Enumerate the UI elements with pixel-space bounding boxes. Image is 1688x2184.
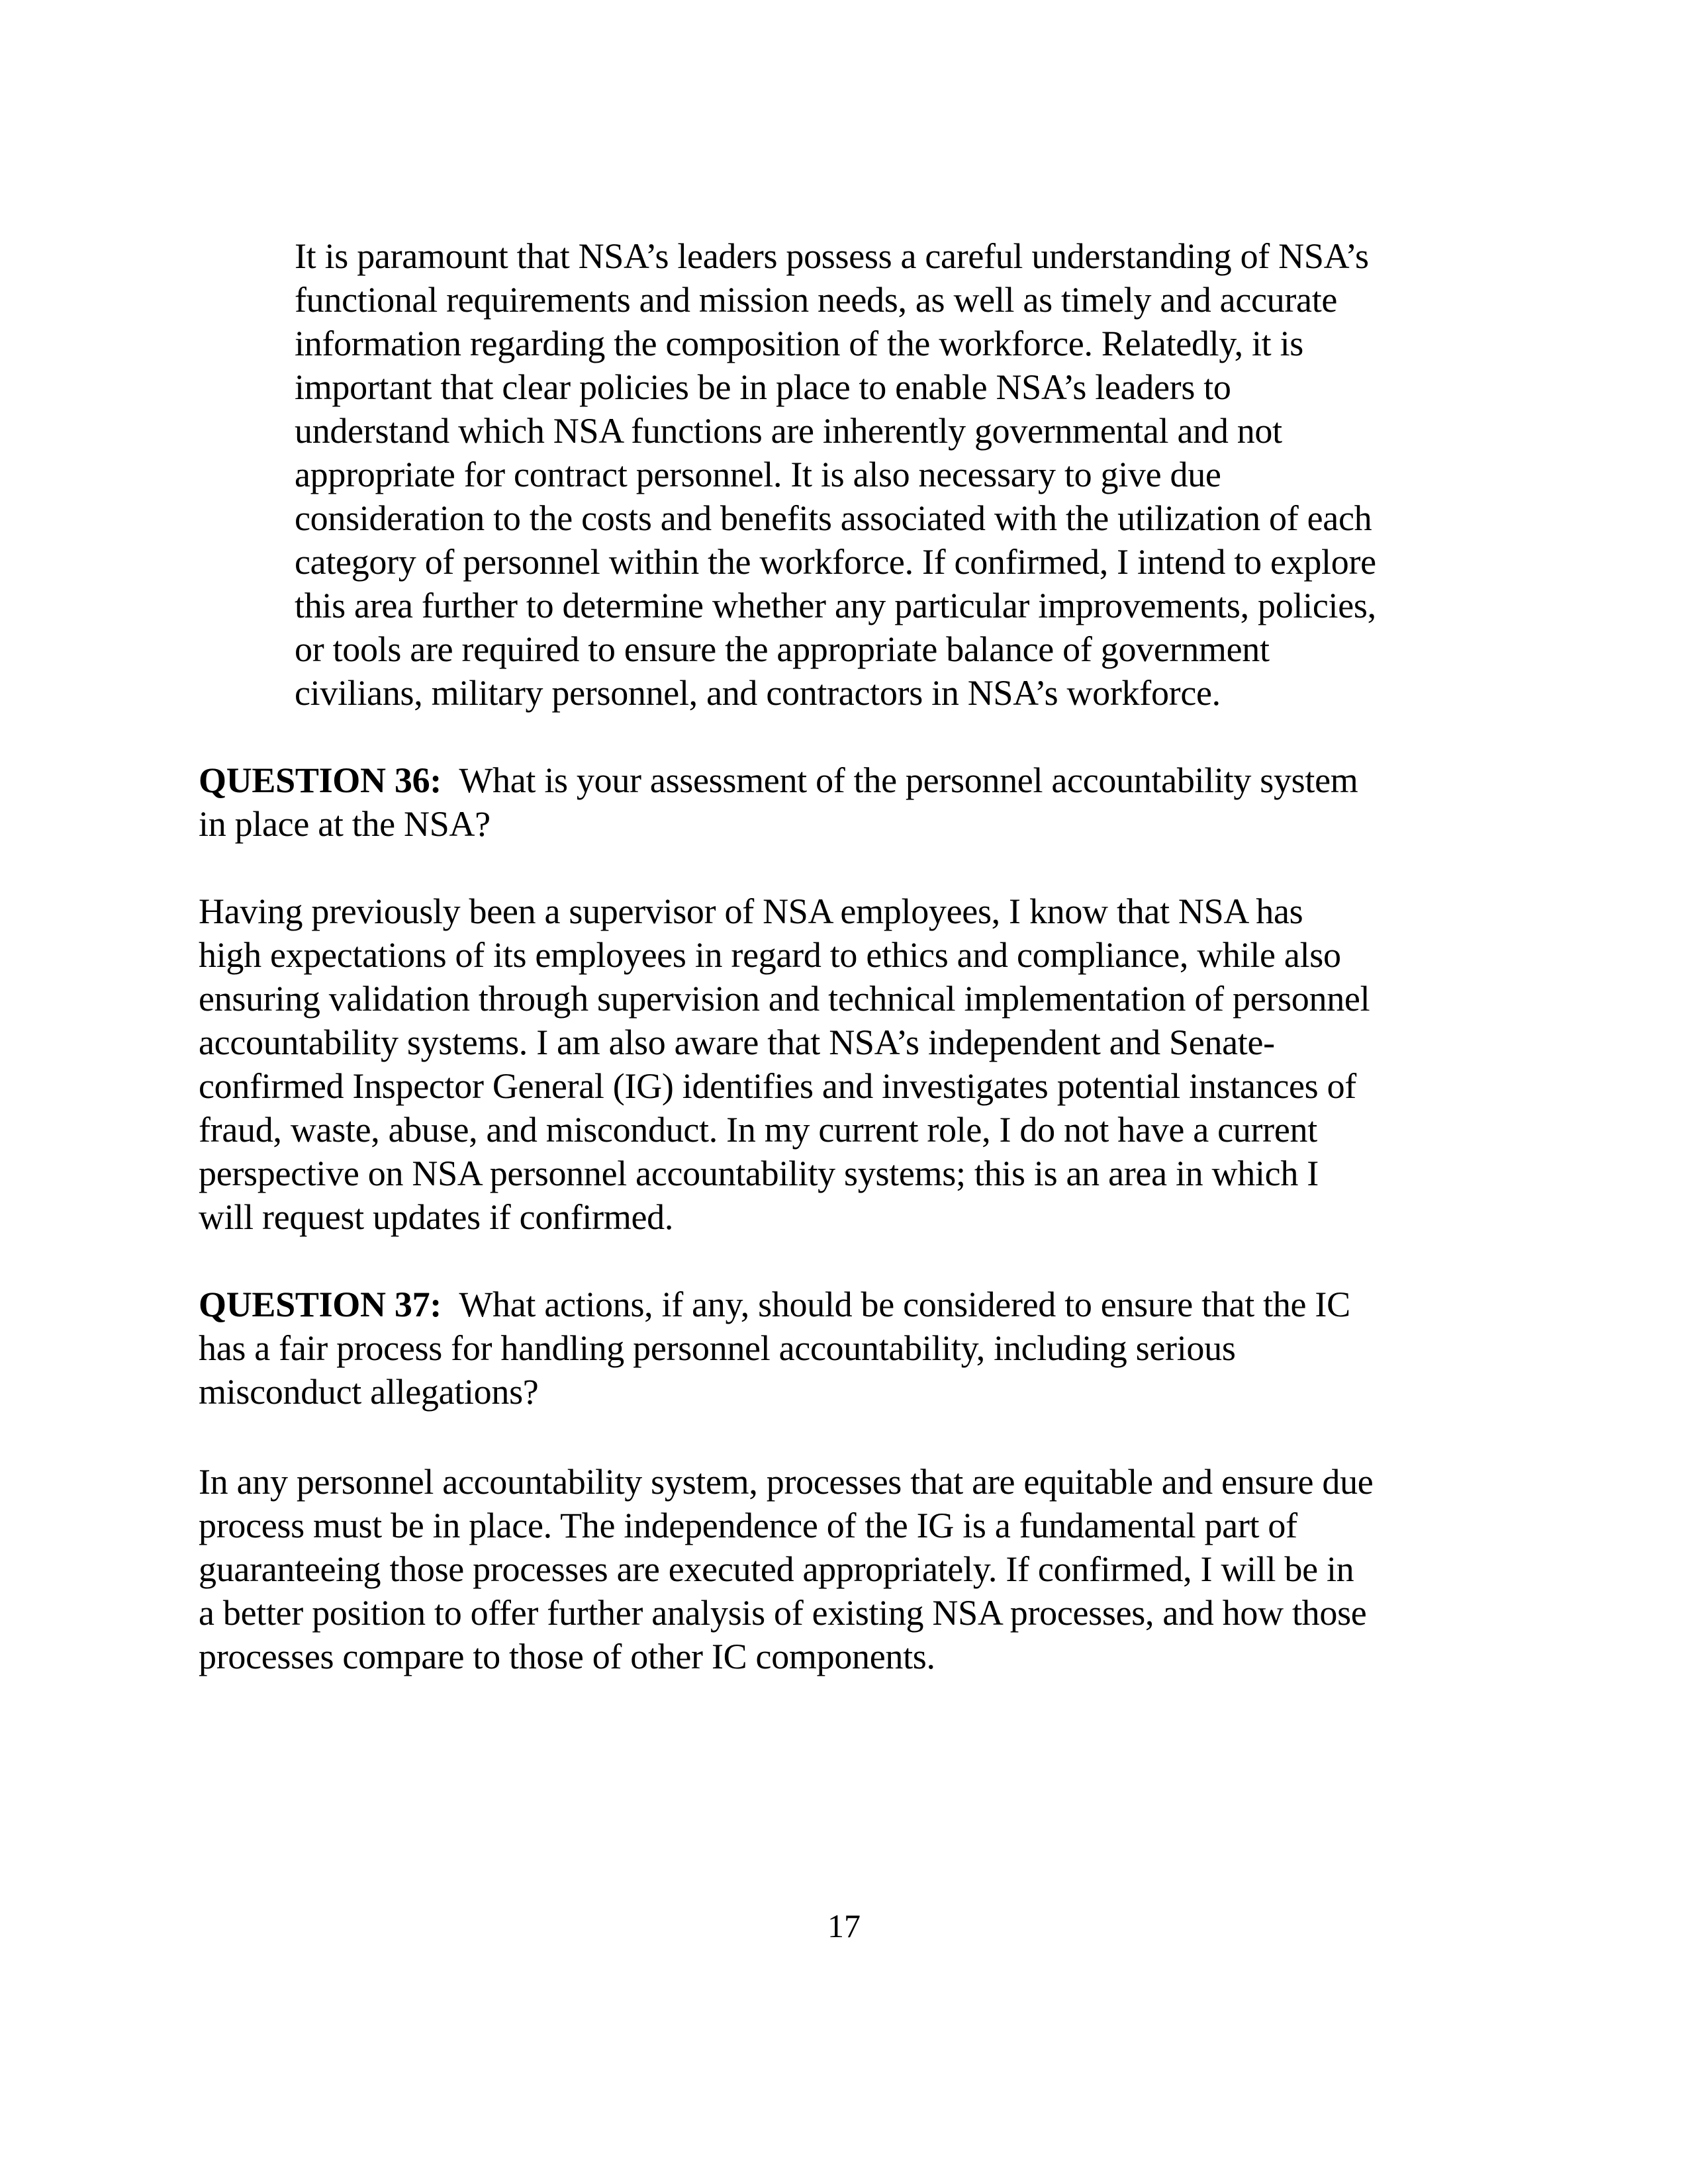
text-line: this area further to determine whether any particular improvements, policies, bbox=[295, 586, 1376, 625]
text-line: important that clear policies be in place to enable NSA’s leaders to bbox=[295, 367, 1231, 407]
text-line: consideration to the costs and benefits associated with the utilization of each bbox=[295, 498, 1372, 538]
text-line: high expectations of its employees in regard to ethics and compliance, while also bbox=[199, 935, 1341, 975]
question-line: has a fair process for handling personnel accountability, including serious bbox=[199, 1328, 1236, 1368]
text-line: It is paramount that NSA’s leaders possess a careful understanding of NSA’s bbox=[295, 236, 1369, 276]
text-line: functional requirements and mission needs, as well as timely and accurate bbox=[295, 280, 1338, 320]
question-label: QUESTION 36: bbox=[199, 760, 442, 800]
text-line: guaranteeing those processes are executed appropriately. If confirmed, I will be in bbox=[199, 1549, 1354, 1589]
text-line: will request updates if confirmed. bbox=[199, 1197, 674, 1237]
text-line: information regarding the composition of the workforce. Relatedly, it is bbox=[295, 324, 1303, 363]
text-line: processes compare to those of other IC components. bbox=[199, 1637, 935, 1676]
text-line: accountability systems. I am also aware that NSA’s independent and Senate- bbox=[199, 1023, 1275, 1062]
text-line: Having previously been a supervisor of NSA employees, I know that NSA has bbox=[199, 891, 1303, 931]
page-number: 17 bbox=[827, 1907, 861, 1944]
text-line: fraud, waste, abuse, and misconduct. In my current role, I do not have a current bbox=[199, 1110, 1317, 1150]
text-line: category of personnel within the workforce. If confirmed, I intend to explore bbox=[295, 542, 1376, 582]
text-line: In any personnel accountability system, processes that are equitable and ensure due bbox=[199, 1462, 1374, 1502]
question-text: What actions, if any, should be considered to ensure that the IC bbox=[459, 1285, 1350, 1324]
text-line: appropriate for contract personnel. It is also necessary to give due bbox=[295, 455, 1221, 494]
question-label: QUESTION 37: bbox=[199, 1285, 442, 1324]
text-line: confirmed Inspector General (IG) identifies and investigates potential instances of bbox=[199, 1066, 1356, 1106]
question-text: What is your assessment of the personnel accountability system bbox=[459, 760, 1358, 800]
text-line: civilians, military personnel, and contractors in NSA’s workforce. bbox=[295, 673, 1221, 713]
text-line: ensuring validation through supervision and technical implementation of personnel bbox=[199, 979, 1370, 1019]
text-line: or tools are required to ensure the appropriate balance of government bbox=[295, 629, 1270, 669]
question-line: in place at the NSA? bbox=[199, 804, 491, 844]
question-line: misconduct allegations? bbox=[199, 1372, 539, 1412]
question-line bbox=[199, 758, 1358, 802]
text-line: a better position to offer further analysis of existing NSA processes, and how those bbox=[199, 1593, 1367, 1633]
question-line bbox=[199, 1283, 1350, 1326]
text-line: perspective on NSA personnel accountability systems; this is an area in which I bbox=[199, 1154, 1319, 1193]
text-line: understand which NSA functions are inherently governmental and not bbox=[295, 411, 1282, 451]
text-line: process must be in place. The independence of the IG is a fundamental part of bbox=[199, 1506, 1297, 1545]
